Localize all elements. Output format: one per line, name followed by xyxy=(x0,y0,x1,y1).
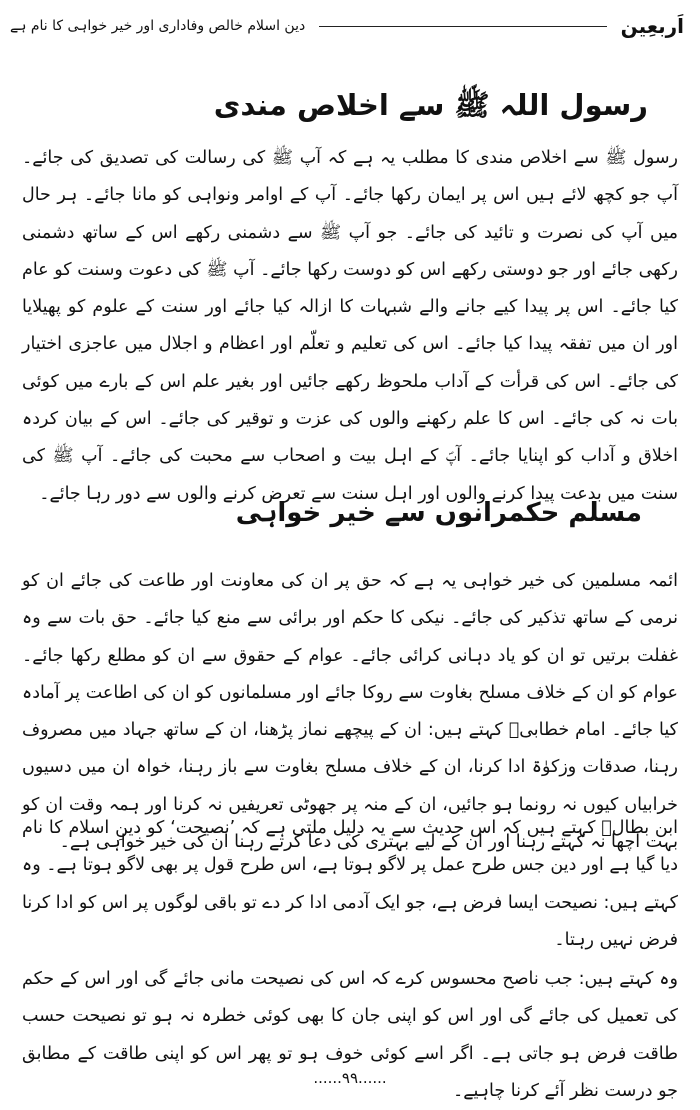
header-rule xyxy=(319,26,606,27)
paragraph-ibn-battal: ابن بطالؒ کہتے ہیں کہ اس حدیث سے یہ دلیل ملتی ہے کہ ’نصیحت‘ کو دینِ اسلام کا نام دیا گیا ہے اور دین جس طرح عمل پر لاگو ہوتا ہے، اس طرح قول پر بھی لاگو ہوتا ہے۔ وہ کہتے ہیں: نصیحت ایسا فرض ہے، جو ایک آدمی ادا کر دے تو باقی لوگوں پر اس کو ادا کرنا فرض نہیں رہتا۔ xyxy=(22,818,678,950)
page-header xyxy=(10,6,690,46)
paragraph-prophet-sincerity: رسول ﷺ سے اخلاص مندی کا مطلب یہ ہے کہ آپ ﷺ کی رسالت کی تصدیق کی جائے۔ آپ جو کچھ لائے ہیں اس پر ایمان رکھا جائے۔ آپ کے اوامر ونواہی کو مانا جائے۔ ہر حال میں آپ کی نصرت و تائید کی جائے۔ جو آپ ﷺ سے دشمنی رکھے اس کے ساتھ دشمنی رکھی جائے اور جو دوستی رکھے اس کو دوست رکھا جائے۔ آپ ﷺ کی دعوت وسنت کو عام کیا جائے۔ اس پر پیدا کیے جانے والے شبہات کا ازالہ کیا جائے اور سنت کے علوم کو پھیلایا اور ان میں تفقہ پیدا کیا جائے۔ اس کی تعلیم و تعلّم اور اعظام و اجلال میں عاجزی اختیار کی جائے۔ اس کی قرأت کے آداب ملحوظ رکھے جائیں اور بغیر علم اس کے بارے میں کوئی بات نہ کی جائے۔ اس کا علم رکھنے والوں کی عزت و توقیر کی جائے۔ اس کے بیان کردہ اخلاق و آداب کو اپنایا جائے۔ آپؐ کے اہل بیت و اصحاب سے محبت کی جائے۔ آپ ﷺ کی سنت میں بدعت پیدا کرنے والوں اور اہل سنت سے تعرض کرنے والوں سے دور رہا جائے۔ xyxy=(22,148,678,504)
book-title: اَربعِین xyxy=(620,14,684,38)
section-heading-prophet: رسول اللہ ﷺ سے اخلاص مندی xyxy=(213,88,648,122)
paragraph-advisor-duty: وہ کہتے ہیں: جب ناصح محسوس کرے کہ اس کی نصیحت مانی جائے گی اور اس کے حکم کی تعمیل کی جائے گی اور اس کو اپنی جان کا بھی کوئی خطرہ نہ ہو تو نصیحت حسب طاقت فرض ہو جاتی ہے۔ اگر اسے کوئی خوف ہو تو پھر اس کو اپنی طاقت کے مطابق جو درست نظر آئے کرنا چاہیے۔ xyxy=(22,969,678,1101)
running-title: دین اسلام خالص وفاداری اور خیر خواہی کا نام ہے xyxy=(10,18,306,34)
section-heading-rulers: مسلم حکمرانوں سے خیر خواہی xyxy=(235,498,642,528)
paragraph-rulers-sincerity: ائمہ مسلمین کی خیر خواہی یہ ہے کہ حق پر ان کی معاونت اور طاعت کی جائے ان کو نرمی کے ساتھ تذکیر کی جائے۔ نیکی کا حکم اور برائی سے منع کیا جائے۔ حق بات سے وہ غفلت برتیں تو ان کو یاد دہانی کرائی جائے۔ عوام کے حقوق سے ان کو مطلع رکھا جائے۔ عوام کو ان کے خلاف مسلح بغاوت سے روکا جائے اور مسلمانوں کو ان کی اطاعت پر آمادہ کیا جائے۔ امام خطابیؒ کہتے ہیں: ان کے پیچھے نماز پڑھنا، ان کے ساتھ جہاد میں مصروف رہنا، صدقات وزکوٰۃ ادا کرنا، ان کے خلاف مسلح بغاوت سے باز رہنا، خواہ ان میں دسیوں خرابیاں کیوں نہ رونما ہو جائیں، ان کے منہ پر جھوٹی تعریفیں نہ کرنا اور ہمہ وقت ان کو بہت اچھا نہ کہتے رہنا اور ان کے لیے بہتری کی دعا کرتے رہنا ان کی خیر خواہی ہے۔ xyxy=(22,571,678,853)
page-number: ......۹۹...... xyxy=(313,1069,387,1087)
